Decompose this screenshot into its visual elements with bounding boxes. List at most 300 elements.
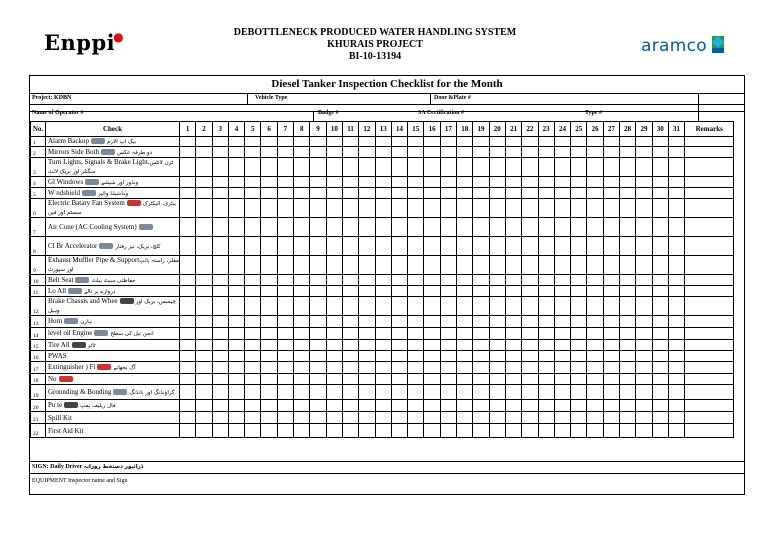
- day-checkbox-cell[interactable]: [668, 188, 684, 199]
- day-checkbox-cell[interactable]: [636, 297, 652, 316]
- day-checkbox-cell[interactable]: [196, 316, 212, 328]
- day-checkbox-cell[interactable]: [180, 147, 196, 158]
- day-checkbox-cell[interactable]: [424, 424, 440, 438]
- day-checkbox-cell[interactable]: [228, 199, 244, 218]
- day-checkbox-cell[interactable]: [538, 237, 554, 256]
- day-checkbox-cell[interactable]: [391, 400, 407, 412]
- day-checkbox-cell[interactable]: [212, 362, 228, 374]
- day-checkbox-cell[interactable]: [196, 328, 212, 340]
- day-checkbox-cell[interactable]: [359, 256, 375, 275]
- day-checkbox-cell[interactable]: [245, 351, 261, 362]
- day-checkbox-cell[interactable]: [554, 199, 570, 218]
- day-checkbox-cell[interactable]: [538, 374, 554, 385]
- day-checkbox-cell[interactable]: [228, 237, 244, 256]
- day-checkbox-cell[interactable]: [326, 374, 342, 385]
- day-checkbox-cell[interactable]: [228, 340, 244, 351]
- day-checkbox-cell[interactable]: [424, 328, 440, 340]
- day-checkbox-cell[interactable]: [294, 199, 310, 218]
- day-checkbox-cell[interactable]: [277, 256, 293, 275]
- day-checkbox-cell[interactable]: [261, 237, 277, 256]
- day-checkbox-cell[interactable]: [196, 199, 212, 218]
- day-checkbox-cell[interactable]: [603, 218, 619, 237]
- day-checkbox-cell[interactable]: [261, 340, 277, 351]
- day-checkbox-cell[interactable]: [342, 374, 358, 385]
- day-checkbox-cell[interactable]: [505, 188, 521, 199]
- day-checkbox-cell[interactable]: [261, 374, 277, 385]
- day-checkbox-cell[interactable]: [212, 147, 228, 158]
- day-checkbox-cell[interactable]: [310, 297, 326, 316]
- day-checkbox-cell[interactable]: [522, 374, 538, 385]
- day-checkbox-cell[interactable]: [277, 400, 293, 412]
- day-checkbox-cell[interactable]: [505, 316, 521, 328]
- day-checkbox-cell[interactable]: [375, 199, 391, 218]
- day-checkbox-cell[interactable]: [587, 340, 603, 351]
- day-checkbox-cell[interactable]: [228, 297, 244, 316]
- day-checkbox-cell[interactable]: [636, 237, 652, 256]
- day-checkbox-cell[interactable]: [603, 362, 619, 374]
- day-checkbox-cell[interactable]: [473, 424, 489, 438]
- day-checkbox-cell[interactable]: [636, 362, 652, 374]
- day-checkbox-cell[interactable]: [294, 177, 310, 188]
- day-checkbox-cell[interactable]: [408, 188, 424, 199]
- day-checkbox-cell[interactable]: [310, 340, 326, 351]
- day-checkbox-cell[interactable]: [457, 328, 473, 340]
- day-checkbox-cell[interactable]: [212, 256, 228, 275]
- day-checkbox-cell[interactable]: [326, 158, 342, 177]
- day-checkbox-cell[interactable]: [522, 328, 538, 340]
- day-checkbox-cell[interactable]: [538, 256, 554, 275]
- day-checkbox-cell[interactable]: [571, 286, 587, 297]
- remarks-cell[interactable]: [685, 400, 734, 412]
- day-checkbox-cell[interactable]: [196, 256, 212, 275]
- day-checkbox-cell[interactable]: [277, 385, 293, 400]
- day-checkbox-cell[interactable]: [571, 237, 587, 256]
- day-checkbox-cell[interactable]: [636, 340, 652, 351]
- day-checkbox-cell[interactable]: [245, 316, 261, 328]
- day-checkbox-cell[interactable]: [620, 237, 636, 256]
- day-checkbox-cell[interactable]: [522, 412, 538, 424]
- day-checkbox-cell[interactable]: [408, 351, 424, 362]
- day-checkbox-cell[interactable]: [538, 424, 554, 438]
- remarks-cell[interactable]: [685, 351, 734, 362]
- day-checkbox-cell[interactable]: [571, 218, 587, 237]
- day-checkbox-cell[interactable]: [408, 328, 424, 340]
- day-checkbox-cell[interactable]: [391, 385, 407, 400]
- day-checkbox-cell[interactable]: [196, 400, 212, 412]
- day-checkbox-cell[interactable]: [489, 412, 505, 424]
- remarks-cell[interactable]: [685, 158, 734, 177]
- day-checkbox-cell[interactable]: [571, 177, 587, 188]
- day-checkbox-cell[interactable]: [603, 199, 619, 218]
- day-checkbox-cell[interactable]: [391, 316, 407, 328]
- day-checkbox-cell[interactable]: [620, 218, 636, 237]
- day-checkbox-cell[interactable]: [245, 400, 261, 412]
- remarks-cell[interactable]: [685, 237, 734, 256]
- day-checkbox-cell[interactable]: [554, 328, 570, 340]
- day-checkbox-cell[interactable]: [180, 137, 196, 147]
- day-checkbox-cell[interactable]: [212, 385, 228, 400]
- day-checkbox-cell[interactable]: [636, 147, 652, 158]
- day-checkbox-cell[interactable]: [473, 316, 489, 328]
- day-checkbox-cell[interactable]: [538, 286, 554, 297]
- day-checkbox-cell[interactable]: [391, 328, 407, 340]
- day-checkbox-cell[interactable]: [620, 137, 636, 147]
- day-checkbox-cell[interactable]: [342, 158, 358, 177]
- day-checkbox-cell[interactable]: [489, 188, 505, 199]
- day-checkbox-cell[interactable]: [505, 147, 521, 158]
- day-checkbox-cell[interactable]: [554, 340, 570, 351]
- day-checkbox-cell[interactable]: [228, 147, 244, 158]
- day-checkbox-cell[interactable]: [440, 147, 456, 158]
- day-checkbox-cell[interactable]: [668, 237, 684, 256]
- day-checkbox-cell[interactable]: [424, 256, 440, 275]
- day-checkbox-cell[interactable]: [620, 328, 636, 340]
- day-checkbox-cell[interactable]: [408, 340, 424, 351]
- day-checkbox-cell[interactable]: [440, 256, 456, 275]
- day-checkbox-cell[interactable]: [359, 412, 375, 424]
- day-checkbox-cell[interactable]: [277, 316, 293, 328]
- day-checkbox-cell[interactable]: [424, 218, 440, 237]
- day-checkbox-cell[interactable]: [408, 297, 424, 316]
- day-checkbox-cell[interactable]: [326, 218, 342, 237]
- day-checkbox-cell[interactable]: [620, 297, 636, 316]
- day-checkbox-cell[interactable]: [457, 137, 473, 147]
- day-checkbox-cell[interactable]: [587, 374, 603, 385]
- day-checkbox-cell[interactable]: [196, 340, 212, 351]
- day-checkbox-cell[interactable]: [538, 362, 554, 374]
- day-checkbox-cell[interactable]: [326, 400, 342, 412]
- day-checkbox-cell[interactable]: [489, 316, 505, 328]
- day-checkbox-cell[interactable]: [212, 137, 228, 147]
- day-checkbox-cell[interactable]: [342, 385, 358, 400]
- day-checkbox-cell[interactable]: [489, 199, 505, 218]
- day-checkbox-cell[interactable]: [457, 218, 473, 237]
- day-checkbox-cell[interactable]: [603, 137, 619, 147]
- day-checkbox-cell[interactable]: [212, 177, 228, 188]
- day-checkbox-cell[interactable]: [603, 385, 619, 400]
- day-checkbox-cell[interactable]: [424, 237, 440, 256]
- day-checkbox-cell[interactable]: [408, 374, 424, 385]
- day-checkbox-cell[interactable]: [277, 199, 293, 218]
- day-checkbox-cell[interactable]: [359, 275, 375, 286]
- day-checkbox-cell[interactable]: [457, 147, 473, 158]
- day-checkbox-cell[interactable]: [554, 177, 570, 188]
- day-checkbox-cell[interactable]: [261, 297, 277, 316]
- day-checkbox-cell[interactable]: [424, 351, 440, 362]
- day-checkbox-cell[interactable]: [440, 400, 456, 412]
- day-checkbox-cell[interactable]: [489, 237, 505, 256]
- day-checkbox-cell[interactable]: [522, 385, 538, 400]
- day-checkbox-cell[interactable]: [228, 316, 244, 328]
- day-checkbox-cell[interactable]: [457, 424, 473, 438]
- day-checkbox-cell[interactable]: [294, 328, 310, 340]
- day-checkbox-cell[interactable]: [196, 147, 212, 158]
- day-checkbox-cell[interactable]: [294, 374, 310, 385]
- day-checkbox-cell[interactable]: [652, 400, 668, 412]
- day-checkbox-cell[interactable]: [261, 177, 277, 188]
- day-checkbox-cell[interactable]: [228, 362, 244, 374]
- remarks-cell[interactable]: [685, 218, 734, 237]
- day-checkbox-cell[interactable]: [636, 374, 652, 385]
- day-checkbox-cell[interactable]: [522, 400, 538, 412]
- remarks-cell[interactable]: [685, 412, 734, 424]
- day-checkbox-cell[interactable]: [636, 188, 652, 199]
- day-checkbox-cell[interactable]: [277, 286, 293, 297]
- day-checkbox-cell[interactable]: [522, 237, 538, 256]
- day-checkbox-cell[interactable]: [245, 199, 261, 218]
- day-checkbox-cell[interactable]: [505, 412, 521, 424]
- day-checkbox-cell[interactable]: [228, 256, 244, 275]
- day-checkbox-cell[interactable]: [294, 385, 310, 400]
- day-checkbox-cell[interactable]: [212, 188, 228, 199]
- day-checkbox-cell[interactable]: [294, 340, 310, 351]
- day-checkbox-cell[interactable]: [294, 158, 310, 177]
- day-checkbox-cell[interactable]: [180, 158, 196, 177]
- day-checkbox-cell[interactable]: [473, 412, 489, 424]
- day-checkbox-cell[interactable]: [636, 316, 652, 328]
- day-checkbox-cell[interactable]: [538, 218, 554, 237]
- day-checkbox-cell[interactable]: [587, 424, 603, 438]
- day-checkbox-cell[interactable]: [489, 297, 505, 316]
- day-checkbox-cell[interactable]: [310, 147, 326, 158]
- day-checkbox-cell[interactable]: [342, 351, 358, 362]
- day-checkbox-cell[interactable]: [342, 286, 358, 297]
- day-checkbox-cell[interactable]: [636, 412, 652, 424]
- day-checkbox-cell[interactable]: [212, 412, 228, 424]
- day-checkbox-cell[interactable]: [359, 177, 375, 188]
- day-checkbox-cell[interactable]: [196, 412, 212, 424]
- day-checkbox-cell[interactable]: [652, 328, 668, 340]
- day-checkbox-cell[interactable]: [310, 385, 326, 400]
- day-checkbox-cell[interactable]: [538, 412, 554, 424]
- day-checkbox-cell[interactable]: [359, 199, 375, 218]
- day-checkbox-cell[interactable]: [603, 316, 619, 328]
- day-checkbox-cell[interactable]: [261, 147, 277, 158]
- day-checkbox-cell[interactable]: [391, 177, 407, 188]
- day-checkbox-cell[interactable]: [587, 351, 603, 362]
- day-checkbox-cell[interactable]: [522, 286, 538, 297]
- day-checkbox-cell[interactable]: [359, 158, 375, 177]
- day-checkbox-cell[interactable]: [261, 188, 277, 199]
- day-checkbox-cell[interactable]: [440, 351, 456, 362]
- day-checkbox-cell[interactable]: [538, 400, 554, 412]
- day-checkbox-cell[interactable]: [245, 328, 261, 340]
- day-checkbox-cell[interactable]: [571, 351, 587, 362]
- day-checkbox-cell[interactable]: [196, 424, 212, 438]
- day-checkbox-cell[interactable]: [342, 199, 358, 218]
- day-checkbox-cell[interactable]: [261, 218, 277, 237]
- day-checkbox-cell[interactable]: [375, 328, 391, 340]
- day-checkbox-cell[interactable]: [277, 424, 293, 438]
- day-checkbox-cell[interactable]: [294, 412, 310, 424]
- day-checkbox-cell[interactable]: [310, 177, 326, 188]
- day-checkbox-cell[interactable]: [408, 275, 424, 286]
- day-checkbox-cell[interactable]: [359, 385, 375, 400]
- day-checkbox-cell[interactable]: [522, 158, 538, 177]
- day-checkbox-cell[interactable]: [180, 188, 196, 199]
- day-checkbox-cell[interactable]: [587, 199, 603, 218]
- day-checkbox-cell[interactable]: [620, 351, 636, 362]
- day-checkbox-cell[interactable]: [652, 237, 668, 256]
- day-checkbox-cell[interactable]: [440, 316, 456, 328]
- day-checkbox-cell[interactable]: [310, 316, 326, 328]
- day-checkbox-cell[interactable]: [424, 362, 440, 374]
- day-checkbox-cell[interactable]: [180, 328, 196, 340]
- day-checkbox-cell[interactable]: [196, 275, 212, 286]
- remarks-cell[interactable]: [685, 424, 734, 438]
- day-checkbox-cell[interactable]: [522, 188, 538, 199]
- day-checkbox-cell[interactable]: [261, 424, 277, 438]
- day-checkbox-cell[interactable]: [505, 297, 521, 316]
- day-checkbox-cell[interactable]: [505, 340, 521, 351]
- day-checkbox-cell[interactable]: [342, 147, 358, 158]
- day-checkbox-cell[interactable]: [668, 137, 684, 147]
- day-checkbox-cell[interactable]: [571, 340, 587, 351]
- day-checkbox-cell[interactable]: [652, 199, 668, 218]
- day-checkbox-cell[interactable]: [554, 188, 570, 199]
- day-checkbox-cell[interactable]: [245, 340, 261, 351]
- day-checkbox-cell[interactable]: [620, 147, 636, 158]
- day-checkbox-cell[interactable]: [652, 412, 668, 424]
- day-checkbox-cell[interactable]: [277, 340, 293, 351]
- day-checkbox-cell[interactable]: [554, 147, 570, 158]
- day-checkbox-cell[interactable]: [668, 351, 684, 362]
- day-checkbox-cell[interactable]: [603, 286, 619, 297]
- day-checkbox-cell[interactable]: [391, 199, 407, 218]
- day-checkbox-cell[interactable]: [620, 385, 636, 400]
- day-checkbox-cell[interactable]: [522, 177, 538, 188]
- day-checkbox-cell[interactable]: [245, 137, 261, 147]
- day-checkbox-cell[interactable]: [180, 412, 196, 424]
- day-checkbox-cell[interactable]: [652, 297, 668, 316]
- day-checkbox-cell[interactable]: [294, 400, 310, 412]
- day-checkbox-cell[interactable]: [180, 199, 196, 218]
- day-checkbox-cell[interactable]: [636, 351, 652, 362]
- day-checkbox-cell[interactable]: [310, 351, 326, 362]
- day-checkbox-cell[interactable]: [424, 199, 440, 218]
- remarks-cell[interactable]: [685, 137, 734, 147]
- day-checkbox-cell[interactable]: [294, 286, 310, 297]
- day-checkbox-cell[interactable]: [310, 237, 326, 256]
- day-checkbox-cell[interactable]: [326, 256, 342, 275]
- day-checkbox-cell[interactable]: [294, 351, 310, 362]
- day-checkbox-cell[interactable]: [587, 275, 603, 286]
- day-checkbox-cell[interactable]: [342, 218, 358, 237]
- day-checkbox-cell[interactable]: [261, 275, 277, 286]
- day-checkbox-cell[interactable]: [294, 297, 310, 316]
- day-checkbox-cell[interactable]: [587, 218, 603, 237]
- day-checkbox-cell[interactable]: [620, 400, 636, 412]
- day-checkbox-cell[interactable]: [473, 400, 489, 412]
- day-checkbox-cell[interactable]: [261, 385, 277, 400]
- day-checkbox-cell[interactable]: [180, 340, 196, 351]
- day-checkbox-cell[interactable]: [326, 177, 342, 188]
- day-checkbox-cell[interactable]: [326, 316, 342, 328]
- day-checkbox-cell[interactable]: [342, 256, 358, 275]
- day-checkbox-cell[interactable]: [636, 328, 652, 340]
- day-checkbox-cell[interactable]: [554, 424, 570, 438]
- day-checkbox-cell[interactable]: [587, 188, 603, 199]
- day-checkbox-cell[interactable]: [440, 218, 456, 237]
- day-checkbox-cell[interactable]: [326, 362, 342, 374]
- day-checkbox-cell[interactable]: [391, 374, 407, 385]
- day-checkbox-cell[interactable]: [652, 275, 668, 286]
- day-checkbox-cell[interactable]: [505, 424, 521, 438]
- day-checkbox-cell[interactable]: [359, 237, 375, 256]
- day-checkbox-cell[interactable]: [554, 137, 570, 147]
- day-checkbox-cell[interactable]: [489, 218, 505, 237]
- day-checkbox-cell[interactable]: [652, 362, 668, 374]
- day-checkbox-cell[interactable]: [603, 400, 619, 412]
- day-checkbox-cell[interactable]: [571, 385, 587, 400]
- day-checkbox-cell[interactable]: [391, 137, 407, 147]
- day-checkbox-cell[interactable]: [636, 158, 652, 177]
- remarks-cell[interactable]: [685, 177, 734, 188]
- day-checkbox-cell[interactable]: [408, 385, 424, 400]
- day-checkbox-cell[interactable]: [359, 218, 375, 237]
- day-checkbox-cell[interactable]: [245, 362, 261, 374]
- day-checkbox-cell[interactable]: [489, 137, 505, 147]
- day-checkbox-cell[interactable]: [180, 275, 196, 286]
- day-checkbox-cell[interactable]: [310, 275, 326, 286]
- day-checkbox-cell[interactable]: [652, 286, 668, 297]
- day-checkbox-cell[interactable]: [310, 424, 326, 438]
- day-checkbox-cell[interactable]: [294, 424, 310, 438]
- remarks-cell[interactable]: [685, 286, 734, 297]
- day-checkbox-cell[interactable]: [636, 256, 652, 275]
- day-checkbox-cell[interactable]: [668, 316, 684, 328]
- day-checkbox-cell[interactable]: [408, 147, 424, 158]
- day-checkbox-cell[interactable]: [571, 297, 587, 316]
- day-checkbox-cell[interactable]: [440, 237, 456, 256]
- day-checkbox-cell[interactable]: [522, 256, 538, 275]
- day-checkbox-cell[interactable]: [391, 362, 407, 374]
- day-checkbox-cell[interactable]: [196, 188, 212, 199]
- day-checkbox-cell[interactable]: [245, 385, 261, 400]
- day-checkbox-cell[interactable]: [294, 256, 310, 275]
- remarks-cell[interactable]: [685, 328, 734, 340]
- day-checkbox-cell[interactable]: [391, 147, 407, 158]
- day-checkbox-cell[interactable]: [326, 328, 342, 340]
- day-checkbox-cell[interactable]: [294, 218, 310, 237]
- day-checkbox-cell[interactable]: [440, 188, 456, 199]
- day-checkbox-cell[interactable]: [342, 297, 358, 316]
- day-checkbox-cell[interactable]: [668, 158, 684, 177]
- day-checkbox-cell[interactable]: [440, 158, 456, 177]
- day-checkbox-cell[interactable]: [440, 275, 456, 286]
- day-checkbox-cell[interactable]: [310, 400, 326, 412]
- day-checkbox-cell[interactable]: [228, 137, 244, 147]
- day-checkbox-cell[interactable]: [457, 158, 473, 177]
- day-checkbox-cell[interactable]: [522, 218, 538, 237]
- day-checkbox-cell[interactable]: [571, 374, 587, 385]
- day-checkbox-cell[interactable]: [571, 188, 587, 199]
- day-checkbox-cell[interactable]: [277, 328, 293, 340]
- day-checkbox-cell[interactable]: [440, 362, 456, 374]
- day-checkbox-cell[interactable]: [391, 424, 407, 438]
- day-checkbox-cell[interactable]: [636, 286, 652, 297]
- day-checkbox-cell[interactable]: [668, 275, 684, 286]
- day-checkbox-cell[interactable]: [310, 374, 326, 385]
- day-checkbox-cell[interactable]: [180, 385, 196, 400]
- day-checkbox-cell[interactable]: [473, 158, 489, 177]
- day-checkbox-cell[interactable]: [522, 297, 538, 316]
- day-checkbox-cell[interactable]: [261, 328, 277, 340]
- day-checkbox-cell[interactable]: [245, 147, 261, 158]
- day-checkbox-cell[interactable]: [473, 362, 489, 374]
- day-checkbox-cell[interactable]: [668, 362, 684, 374]
- day-checkbox-cell[interactable]: [554, 256, 570, 275]
